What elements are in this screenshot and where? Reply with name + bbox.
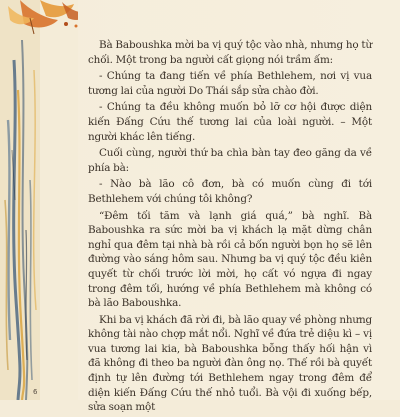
paragraph: Bà Baboushka mời ba vị quý tộc vào nhà, nhưng họ từ chối. Một trong ba người cất giọng nói trầm ấm: xyxy=(88,39,372,66)
paragraph: - Chúng ta đang tiến về phía Bethlehem, nơi vị vua tương lai của người Do Thái sắp sửa chào đời. xyxy=(88,70,372,97)
floral-border-illustration xyxy=(0,0,78,400)
autumn-leaves-icon xyxy=(0,0,78,40)
paragraph: - Nào bà lão cô đơn, bà có muốn cùng đi tới Bethlehem với chúng tôi không? xyxy=(88,178,372,205)
paragraph: - Chúng ta đều không muốn bỏ lỡ cơ hội được diện kiến Đấng Cứu thế tương lai của loài người. – Một người khác lên tiếng. xyxy=(88,101,372,143)
page-number: 6 xyxy=(33,388,38,396)
paragraph: Khi ba vị khách đã rời đi, bà lão quay về phòng nhưng không tài nào chợp mắt nổi. Nghĩ về đứa trẻ diệu kì – vị vua tương lai kia, bà Baboushka bỗng thấy hối hận vì đã không đi theo ba người đàn ông nọ. Thế rồi bà quyết định tự lên đường tới Bethlehem ngay trong đêm để diện kiến Đấng Cứu thế nhỏ tuổi. Bà vội đi xuống bếp, sửa soạn một xyxy=(88,313,372,414)
paragraph: “Đêm tối tăm và lạnh giá quá,” bà nghĩ. Bà Baboushka ra sức mời ba vị khách lạ mặt dừng chân nghỉ qua đêm tại nhà bà rồi cả bốn người bọn họ sẽ lên đường vào sáng hôm sau. Nhưng ba vị quý tộc đều kiên quyết từ chối trước lời mời, họ cất vó ngựa đi ngay trong đêm tối, hướng về phía Bethlehem mà không có bà lão Baboushka. xyxy=(88,209,372,310)
story-text xyxy=(88,38,372,417)
paragraph: Cuối cùng, người thứ ba chìa bàn tay đeo găng da về phía bà: xyxy=(88,147,372,174)
brush-strokes-decoration xyxy=(0,0,78,400)
